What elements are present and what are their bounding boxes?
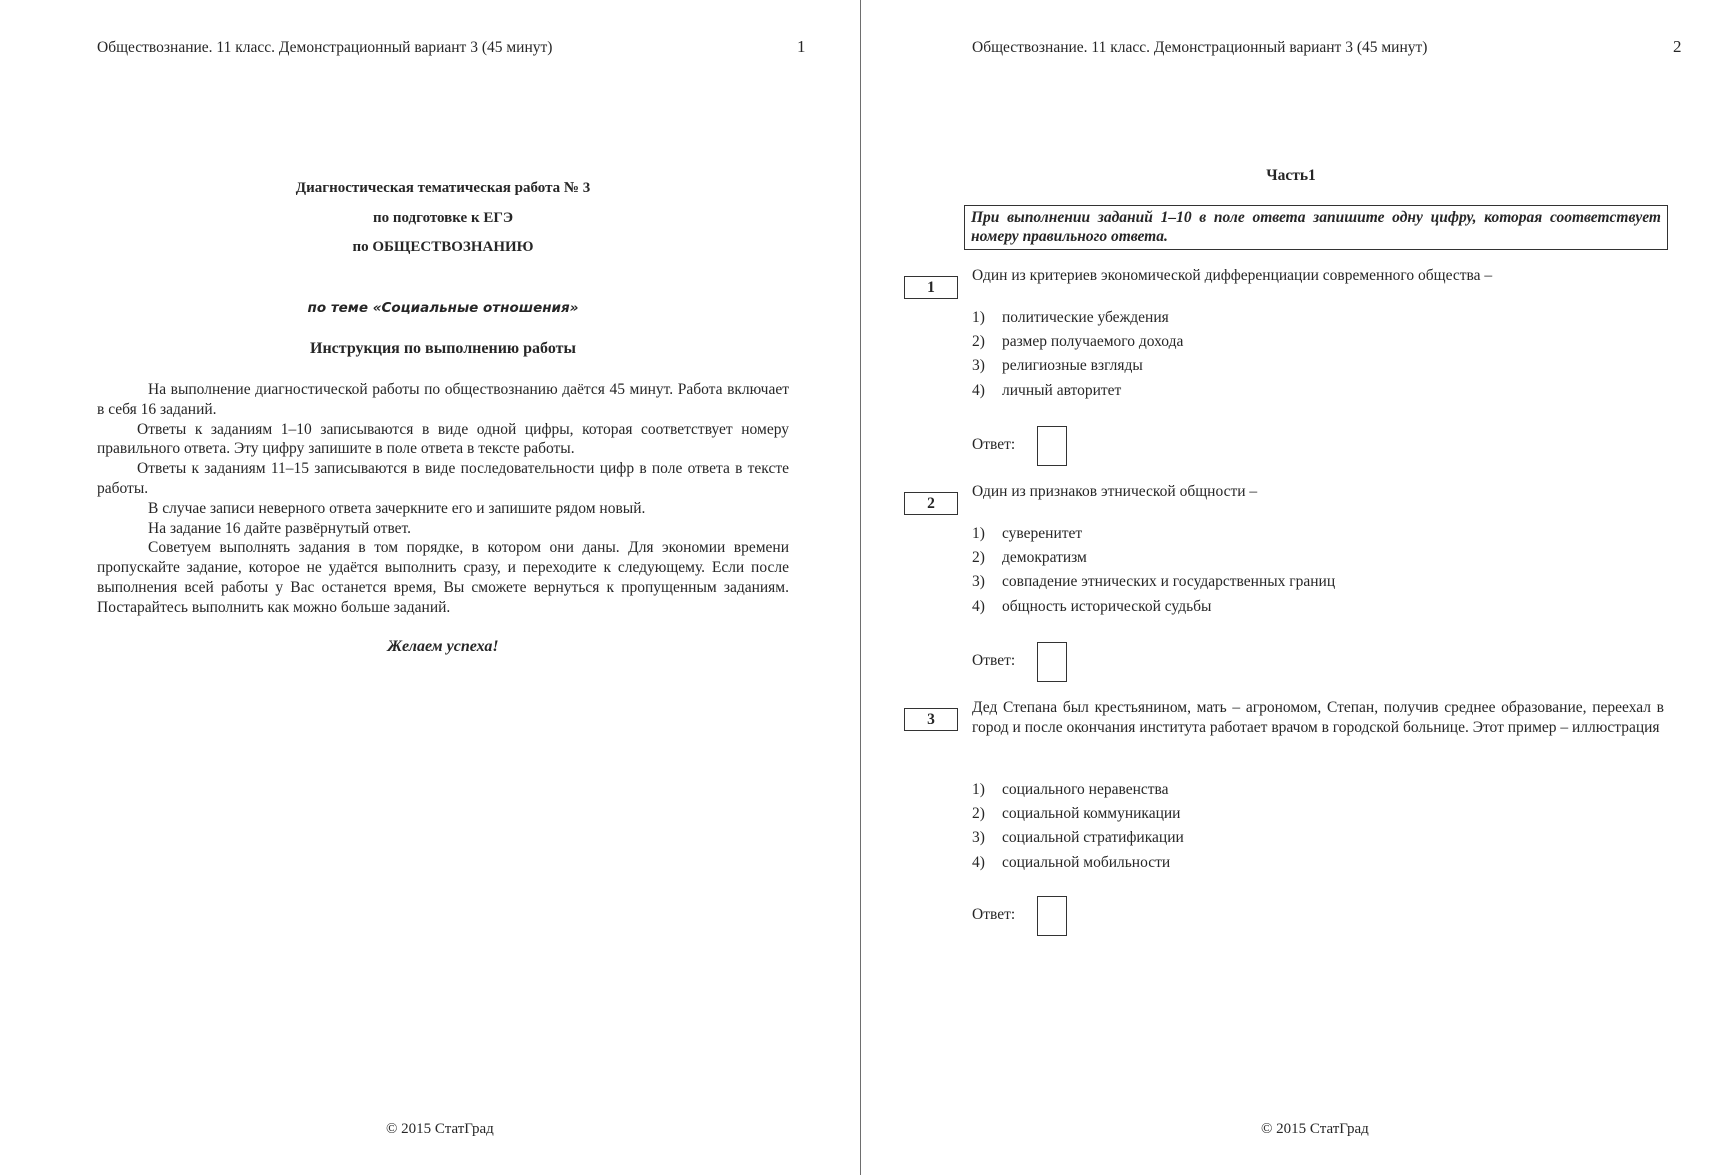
option-number: 3) xyxy=(972,573,985,591)
task-question: Один из признаков этнической общности – xyxy=(972,483,1258,500)
option-item xyxy=(972,826,1572,850)
instruction-paragraph: На выполнение диагностической работы по обществознанию даётся 45 минут. Работа включает в себя 16 заданий. xyxy=(97,381,789,418)
instruction-body xyxy=(97,380,789,618)
instruction-heading: Инструкция по выполнению работы xyxy=(310,340,576,357)
option-text: совпадение этнических и государственных границ xyxy=(1002,573,1336,591)
answer-label: Ответ: xyxy=(972,436,1016,454)
instruction-paragraph: Ответы к заданиям 1–10 записываются в виде одной цифры, которая соответствует номеру правильного ответа. Эту цифру запишите в поле ответа в тексте работы. xyxy=(97,420,789,458)
option-item xyxy=(972,546,1572,570)
task-question: Дед Степана был крестьянином, мать – агрономом, Степан, получив среднее образование, переехал в город и после окончания института работает врачом в городской больнице. Этот пример – иллюстрация xyxy=(972,699,1664,736)
option-item xyxy=(972,595,1572,619)
option-text: социальной стратификации xyxy=(1002,829,1184,847)
option-text: социального неравенства xyxy=(1002,781,1169,798)
option-number: 1) xyxy=(972,781,985,798)
option-text: социальной коммуникации xyxy=(1002,805,1181,823)
answer-row xyxy=(972,436,1015,454)
page-footer: © 2015 СтатГрад xyxy=(1261,1121,1369,1137)
answer-box[interactable] xyxy=(1037,642,1067,682)
option-item xyxy=(972,570,1572,594)
option-item xyxy=(972,379,1572,403)
option-text: общность исторической судьбы xyxy=(1002,597,1212,615)
option-number: 4) xyxy=(972,381,985,399)
option-number: 1) xyxy=(972,525,985,542)
title-line: по ОБЩЕСТВОЗНАНИЮ xyxy=(352,239,534,255)
options-list xyxy=(972,306,1572,403)
option-text: социальной мобильности xyxy=(1002,853,1171,871)
answer-row xyxy=(972,652,1015,670)
option-number: 4) xyxy=(972,853,985,871)
options-list xyxy=(972,522,1572,619)
option-number: 2) xyxy=(972,333,985,351)
right-page xyxy=(861,0,1720,1175)
options-list xyxy=(972,778,1572,875)
option-number: 1) xyxy=(972,309,985,326)
running-header: Обществознание. 11 класс. Демонстрационный вариант 3 (45 минут) xyxy=(972,39,1428,56)
task-number: 3 xyxy=(904,708,958,731)
answer-row xyxy=(972,906,1015,924)
document-title xyxy=(97,180,789,269)
option-number: 3) xyxy=(972,357,985,375)
title-line: Диагностическая тематическая работа № 3 xyxy=(295,180,591,196)
answer-label: Ответ: xyxy=(972,906,1016,924)
instruction-paragraph: На задание 16 дайте развёрнутый ответ. xyxy=(148,519,412,537)
task-question: Один из критериев экономической дифференциации современного общества – xyxy=(972,267,1493,284)
instruction-box: При выполнении заданий 1–10 в поле ответа запишите одну цифру, которая соответствует номеру правильного ответа. xyxy=(964,205,1668,250)
option-item xyxy=(972,354,1572,378)
option-number: 2) xyxy=(972,805,985,823)
answer-box[interactable] xyxy=(1037,426,1067,466)
option-text: суверенитет xyxy=(1002,525,1083,542)
closing-wish: Желаем успеха! xyxy=(387,638,499,655)
answer-label: Ответ: xyxy=(972,652,1016,670)
option-text: религиозные взгляды xyxy=(1002,357,1143,375)
instruction-paragraph: Советуем выполнять задания в том порядке, в котором они даны. Для экономии времени пропускайте задание, которое не удаётся выполнить сразу, и переходите к следующему. Если после выполнения всей работы у Вас останется время, Вы сможете вернуться к пропущенным заданиям. Постарайтесь выполнить как можно больше заданий. xyxy=(97,539,789,616)
page-number: 2 xyxy=(1673,37,1682,56)
topic-line: по теме «Социальные отношения» xyxy=(307,300,579,316)
option-item xyxy=(972,522,1572,546)
option-text: личный авторитет xyxy=(1002,381,1122,399)
option-item xyxy=(972,802,1572,826)
option-text: размер получаемого дохода xyxy=(1002,333,1184,351)
part-title: Часть1 xyxy=(1266,167,1316,184)
option-number: 3) xyxy=(972,829,985,847)
title-line: по подготовке к ЕГЭ xyxy=(372,209,514,226)
instruction-paragraph: Ответы к заданиям 11–15 записываются в виде последовательности цифр в поле ответа в тексте работы. xyxy=(97,460,789,497)
page-number: 1 xyxy=(797,37,806,56)
answer-box[interactable] xyxy=(1037,896,1067,936)
option-text: демократизм xyxy=(1002,549,1087,567)
task-number: 2 xyxy=(904,492,958,515)
option-item xyxy=(972,851,1572,875)
instruction-paragraph: В случае записи неверного ответа зачеркните его и запишите рядом новый. xyxy=(148,499,646,517)
option-item xyxy=(972,306,1572,330)
option-item xyxy=(972,778,1572,802)
option-number: 4) xyxy=(972,597,985,615)
running-header: Обществознание. 11 класс. Демонстрационный вариант 3 (45 минут) xyxy=(97,39,553,56)
option-number: 2) xyxy=(972,549,985,567)
task-number: 1 xyxy=(904,276,958,299)
page-footer: © 2015 СтатГрад xyxy=(386,1121,494,1137)
option-text: политические убеждения xyxy=(1002,309,1169,326)
option-item xyxy=(972,330,1572,354)
